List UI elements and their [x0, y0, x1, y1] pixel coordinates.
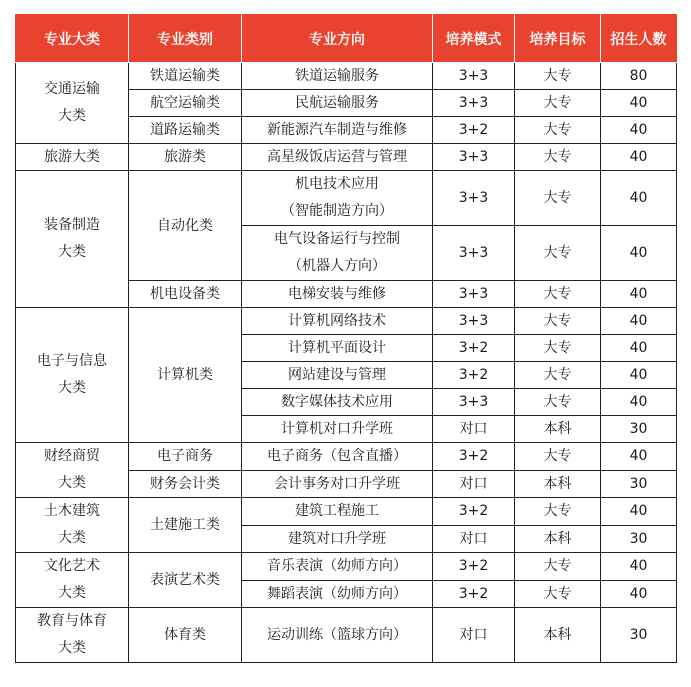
category-cell: 计算机类: [129, 308, 242, 443]
goal-cell: 大专: [515, 580, 601, 608]
mode-cell: 对口: [433, 525, 515, 553]
category-cell: 道路运输类: [129, 117, 242, 144]
mode-cell: 3+2: [433, 553, 515, 581]
goal-cell: 大专: [515, 498, 601, 526]
direction-cell: 电子商务（包含直播）: [242, 443, 433, 471]
direction-cell: 数字媒体技术应用: [242, 389, 433, 416]
group-cell: 财经商贸 大类: [16, 443, 129, 498]
goal-cell: 大专: [515, 443, 601, 471]
table-row: [16, 498, 677, 526]
direction-cell: 计算机网络技术: [242, 308, 433, 335]
count-cell: 40: [601, 171, 677, 226]
mode-cell: 3+3: [433, 144, 515, 171]
count-cell: 40: [601, 335, 677, 362]
direction-cell: 电气设备运行与控制 （机器人方向）: [242, 226, 433, 281]
mode-cell: 3+3: [433, 226, 515, 281]
count-cell: 40: [601, 90, 677, 117]
direction-cell: 计算机平面设计: [242, 335, 433, 362]
count-cell: 80: [601, 63, 677, 90]
mode-cell: 3+3: [433, 90, 515, 117]
goal-cell: 大专: [515, 362, 601, 389]
mode-cell: 3+3: [433, 63, 515, 90]
goal-cell: 大专: [515, 63, 601, 90]
table-row: [16, 553, 677, 581]
count-cell: 40: [601, 362, 677, 389]
direction-cell: 舞蹈表演（幼师方向）: [242, 580, 433, 608]
direction-cell: 机电技术应用 （智能制造方向）: [242, 171, 433, 226]
category-cell: 财务会计类: [129, 470, 242, 498]
direction-cell: 网站建设与管理: [242, 362, 433, 389]
header-mode: 培养模式: [433, 15, 515, 63]
direction-cell: 铁道运输服务: [242, 63, 433, 90]
goal-cell: 本科: [515, 416, 601, 443]
group-cell: 交通运输 大类: [16, 63, 129, 144]
group-cell: 土木建筑 大类: [16, 498, 129, 553]
goal-cell: 大专: [515, 171, 601, 226]
table-header-row: [16, 15, 677, 63]
count-cell: 30: [601, 525, 677, 553]
category-cell: 铁道运输类: [129, 63, 242, 90]
mode-cell: 3+2: [433, 443, 515, 471]
header-goal: 培养目标: [515, 15, 601, 63]
group-cell: 文化艺术 大类: [16, 553, 129, 608]
goal-cell: 大专: [515, 553, 601, 581]
count-cell: 40: [601, 498, 677, 526]
header-direction: 专业方向: [242, 15, 433, 63]
direction-cell: 会计事务对口升学班: [242, 470, 433, 498]
goal-cell: 大专: [515, 144, 601, 171]
category-cell: 旅游类: [129, 144, 242, 171]
header-category: 专业类别: [129, 15, 242, 63]
count-cell: 40: [601, 308, 677, 335]
count-cell: 40: [601, 226, 677, 281]
header-group: 专业大类: [16, 15, 129, 63]
goal-cell: 大专: [515, 389, 601, 416]
group-cell: 电子与信息 大类: [16, 308, 129, 443]
count-cell: 30: [601, 416, 677, 443]
goal-cell: 大专: [515, 281, 601, 308]
mode-cell: 3+2: [433, 117, 515, 144]
mode-cell: 对口: [433, 470, 515, 498]
category-cell: 土建施工类: [129, 498, 242, 553]
goal-cell: 大专: [515, 226, 601, 281]
count-cell: 40: [601, 144, 677, 171]
count-cell: 40: [601, 443, 677, 471]
category-cell: 航空运输类: [129, 90, 242, 117]
mode-cell: 3+3: [433, 389, 515, 416]
mode-cell: 3+2: [433, 580, 515, 608]
mode-cell: 3+3: [433, 308, 515, 335]
goal-cell: 本科: [515, 608, 601, 663]
direction-cell: 音乐表演（幼师方向）: [242, 553, 433, 581]
direction-cell: 建筑对口升学班: [242, 525, 433, 553]
goal-cell: 本科: [515, 525, 601, 553]
table-row: [16, 608, 677, 663]
count-cell: 40: [601, 117, 677, 144]
goal-cell: 大专: [515, 335, 601, 362]
count-cell: 40: [601, 281, 677, 308]
goal-cell: 本科: [515, 470, 601, 498]
category-cell: 体育类: [129, 608, 242, 663]
direction-cell: 建筑工程施工: [242, 498, 433, 526]
mode-cell: 对口: [433, 608, 515, 663]
mode-cell: 3+3: [433, 281, 515, 308]
goal-cell: 大专: [515, 90, 601, 117]
mode-cell: 3+2: [433, 362, 515, 389]
direction-cell: 新能源汽车制造与维修: [242, 117, 433, 144]
direction-cell: 电梯安装与维修: [242, 281, 433, 308]
count-cell: 40: [601, 580, 677, 608]
count-cell: 30: [601, 608, 677, 663]
count-cell: 30: [601, 470, 677, 498]
group-cell: 装备制造 大类: [16, 171, 129, 308]
goal-cell: 大专: [515, 117, 601, 144]
direction-cell: 计算机对口升学班: [242, 416, 433, 443]
table-row: [16, 144, 677, 171]
table-row: [16, 308, 677, 335]
table-row: [16, 171, 677, 226]
category-cell: 自动化类: [129, 171, 242, 281]
category-cell: 表演艺术类: [129, 553, 242, 608]
category-cell: 机电设备类: [129, 281, 242, 308]
majors-table: [15, 14, 677, 663]
goal-cell: 大专: [515, 308, 601, 335]
direction-cell: 运动训练（篮球方向）: [242, 608, 433, 663]
mode-cell: 对口: [433, 416, 515, 443]
mode-cell: 3+2: [433, 335, 515, 362]
direction-cell: 民航运输服务: [242, 90, 433, 117]
direction-cell: 高星级饭店运营与管理: [242, 144, 433, 171]
group-cell: 旅游大类: [16, 144, 129, 171]
mode-cell: 3+2: [433, 498, 515, 526]
table-row: [16, 443, 677, 471]
count-cell: 40: [601, 389, 677, 416]
count-cell: 40: [601, 553, 677, 581]
table-row: [16, 63, 677, 90]
category-cell: 电子商务: [129, 443, 242, 471]
header-count: 招生人数: [601, 15, 677, 63]
mode-cell: 3+3: [433, 171, 515, 226]
group-cell: 教育与体育 大类: [16, 608, 129, 663]
